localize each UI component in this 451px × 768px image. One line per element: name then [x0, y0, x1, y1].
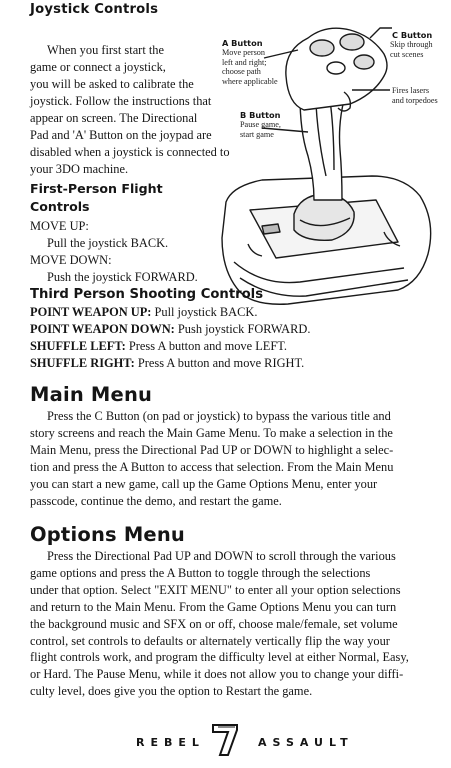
callout-line: Move person [222, 48, 265, 57]
a-button-callout-title: A Button [222, 38, 263, 48]
callout-line: cut scenes [390, 49, 424, 59]
footer-title-right: ASSAULT [258, 736, 354, 749]
paragraph-line: Press the Directional Pad UP and DOWN to scroll through the various [47, 549, 396, 563]
paragraph-line: Main Menu, press the Directional Pad UP or DOWN to highlight a selec- [30, 442, 394, 457]
paragraph-line: the background music and SFX on or off, choose male/female, set volume [30, 616, 398, 631]
third-person-item [30, 322, 310, 337]
callout-line: Fires lasers [392, 86, 430, 95]
page-number-badge [210, 721, 240, 759]
first-person-heading [30, 180, 220, 216]
b-button-callout-title: B Button [240, 110, 281, 120]
main-menu-paragraph [30, 408, 432, 509]
callout-line: where applicable [222, 76, 278, 86]
item-text: Press A button and move RIGHT. [134, 356, 305, 370]
item-text: Push joystick FORWARD. [174, 322, 311, 336]
callout-line: Skip through [390, 40, 433, 49]
callout-line: choose path [222, 67, 261, 77]
c-button-callout-title: C Button [392, 30, 433, 40]
joystick-line: you will be asked to calibrate the [30, 77, 194, 91]
item-label: POINT WEAPON UP: [30, 305, 152, 319]
third-person-item [30, 339, 287, 354]
paragraph-line: flight controls work, and program the difficulty level at either Normal, Easy, [30, 650, 409, 665]
move-up-text: Pull the joystick BACK. [47, 236, 169, 250]
trigger-callout [392, 86, 438, 105]
joystick-line: game or connect a joystick, [30, 60, 166, 74]
move-down-label: MOVE DOWN: [30, 253, 112, 267]
paragraph-line: culty level, does give you the option to Restart the game. [30, 684, 313, 699]
paragraph-line: passcode, continue the demo, and restart the game. [30, 493, 282, 508]
first-person-heading-line: First-Person Flight [30, 181, 163, 196]
joystick-controls-heading: Joystick Controls [30, 2, 159, 17]
a-button-callout [222, 48, 278, 86]
joystick-line: Pad and 'A' Button on the joypad are [30, 128, 212, 142]
joystick-line: disabled when a joystick is connected to [30, 145, 230, 159]
move-down-text: Push the joystick FORWARD. [47, 270, 198, 284]
paragraph-line: Press the C Button (on pad or joystick) to bypass the various title and [47, 409, 391, 423]
options-menu-heading: Options Menu [30, 523, 186, 546]
joystick-line: appear on screen. The Directional [30, 111, 198, 125]
item-label: SHUFFLE LEFT: [30, 339, 126, 353]
b-button-callout [240, 120, 281, 139]
main-menu-heading: Main Menu [30, 383, 153, 406]
paragraph-line: tion and press the A Button to access that selection. From the Main Menu [30, 459, 394, 474]
paragraph-line: and return to the Main Menu. From the Game Options Menu you can turn [30, 599, 397, 614]
callout-line: start game [240, 129, 274, 139]
first-person-heading-line: Controls [30, 199, 90, 214]
item-text: Pull joystick BACK. [151, 305, 258, 319]
paragraph-line: under that option. Select "EXIT MENU" to enter all your option selections [30, 582, 401, 597]
third-person-item [30, 356, 304, 371]
joystick-line: When you first start the [47, 43, 164, 57]
item-text: Press A button and move LEFT. [125, 339, 287, 353]
joystick-line: your 3DO machine. [30, 162, 129, 176]
callout-line: and torpedoes [392, 95, 438, 105]
options-menu-paragraph [30, 548, 432, 700]
c-button-callout [390, 40, 433, 59]
joystick-line: joystick. Follow the instructions that [30, 94, 212, 108]
move-up-label: MOVE UP: [30, 219, 89, 233]
item-label: SHUFFLE RIGHT: [30, 356, 135, 370]
footer-title-left: REBEL [136, 736, 205, 749]
callout-line: left and right; [222, 57, 267, 67]
paragraph-line: or Hard. The Pause Menu, while it does not allow you to change your diffi- [30, 667, 404, 682]
third-person-heading: Third Person Shooting Controls [30, 287, 264, 302]
item-label: POINT WEAPON DOWN: [30, 322, 175, 336]
third-person-item [30, 305, 257, 320]
callout-line: Pause game, [240, 120, 281, 129]
paragraph-line: game options and press the A Button to toggle through the selections [30, 565, 371, 580]
paragraph-line: you can start a new game, call up the Game Options Menu, enter your [30, 476, 378, 491]
paragraph-line: story screens and reach the Main Game Menu. To make a selection in the [30, 425, 393, 440]
paragraph-line: control, set controls to defaults or alternately vertically flip the way your [30, 633, 390, 648]
